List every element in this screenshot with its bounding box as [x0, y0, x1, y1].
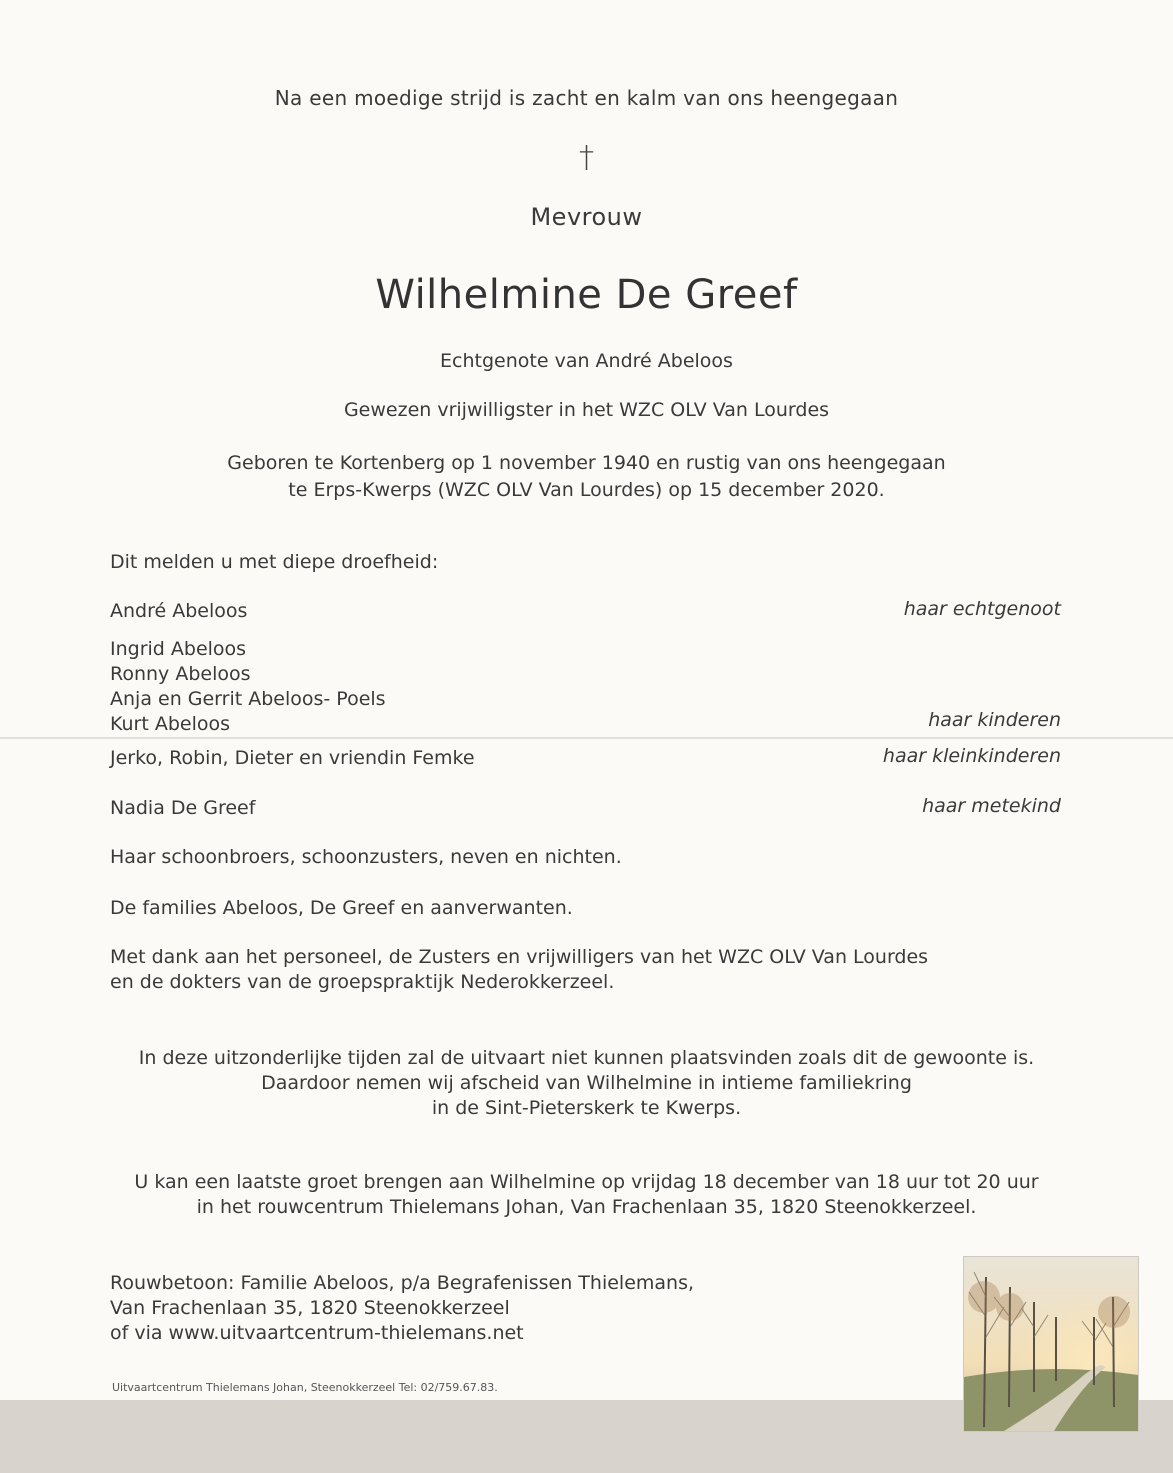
child-name: Ronny Abeloos	[110, 663, 251, 685]
husband-relation: haar echtgenoot	[903, 598, 1061, 620]
child-name: Anja en Gerrit Abeloos- Poels	[110, 688, 386, 710]
grandchildren-names: Jerko, Robin, Dieter en vriendin Femke	[110, 747, 475, 769]
thanks-line-2: en de dokters van de groepspraktijk Nederokkerzeel.	[110, 971, 615, 993]
announce-text: Dit melden u met diepe droefheid:	[110, 551, 439, 573]
cross-icon: †	[579, 140, 594, 175]
volunteer-line: Gewezen vrijwilligster in het WZC OLV Van Lourdes	[343, 399, 830, 421]
funeral-line-3: in de Sint-Pieterskerk te Kwerps.	[431, 1097, 742, 1119]
funeral-notice	[0, 1046, 1173, 1121]
condolences-line-1: Rouwbetoon: Familie Abeloos, p/a Begrafenissen Thielemans,	[110, 1272, 695, 1294]
intro-text: Na een moedige strijd is zacht en kalm van ons heengegaan	[274, 86, 899, 110]
children-relation: haar kinderen	[928, 709, 1061, 731]
born-line-2: te Erps-Kwerps (WZC OLV Van Lourdes) op 15 december 2020.	[288, 479, 885, 501]
condolences-block	[110, 1271, 694, 1346]
born-line-1: Geboren te Kortenberg op 1 november 1940 en rustig van ons heengegaan	[227, 452, 946, 474]
visit-line-1: U kan een laatste groet brengen aan Wilhelmine op vrijdag 18 december van 18 uur tot 20 uur	[134, 1171, 1039, 1193]
funeral-line-1: In deze uitzonderlijke tijden zal de uitvaart niet kunnen plaatsvinden zoals dit de gewoonte is.	[138, 1047, 1035, 1069]
thanks-line-1: Met dank aan het personeel, de Zusters en vrijwilligers van het WZC OLV Van Lourdes	[110, 946, 929, 968]
condolences-link[interactable]: of via www.uitvaartcentrum-thielemans.net	[110, 1322, 524, 1344]
footer-note: Uitvaartcentrum Thielemans Johan, Steenokkerzeel Tel: 02/759.67.83.	[112, 1381, 498, 1394]
child-name: Ingrid Abeloos	[110, 638, 247, 660]
salutation: Mevrouw	[530, 203, 643, 231]
deceased-name: Wilhelmine De Greef	[375, 272, 798, 318]
inlaws-text: Haar schoonbroers, schoonzusters, neven en nichten.	[110, 846, 622, 868]
visit-notice	[0, 1170, 1173, 1220]
thanks-text	[110, 945, 928, 995]
funeral-line-2: Daardoor nemen wij afscheid van Wilhelmine in intieme familiekring	[261, 1072, 912, 1094]
autumn-avenue-photo	[963, 1256, 1139, 1432]
fold-line	[0, 737, 1173, 739]
families-text: De families Abeloos, De Greef en aanverwanten.	[110, 897, 573, 919]
godchild-relation: haar metekind	[922, 795, 1061, 817]
condolences-line-2: Van Frachenlaan 35, 1820 Steenokkerzeel	[110, 1297, 510, 1319]
children-list	[110, 637, 386, 737]
birth-death-text	[0, 450, 1173, 504]
spouse-line: Echtgenote van André Abeloos	[440, 350, 733, 372]
godchild-name: Nadia De Greef	[110, 797, 256, 819]
visit-line-2: in het rouwcentrum Thielemans Johan, Van Frachenlaan 35, 1820 Steenokkerzeel.	[196, 1196, 977, 1218]
husband-name: André Abeloos	[110, 600, 248, 622]
child-name: Kurt Abeloos	[110, 713, 231, 735]
grandchildren-relation: haar kleinkinderen	[882, 745, 1061, 767]
